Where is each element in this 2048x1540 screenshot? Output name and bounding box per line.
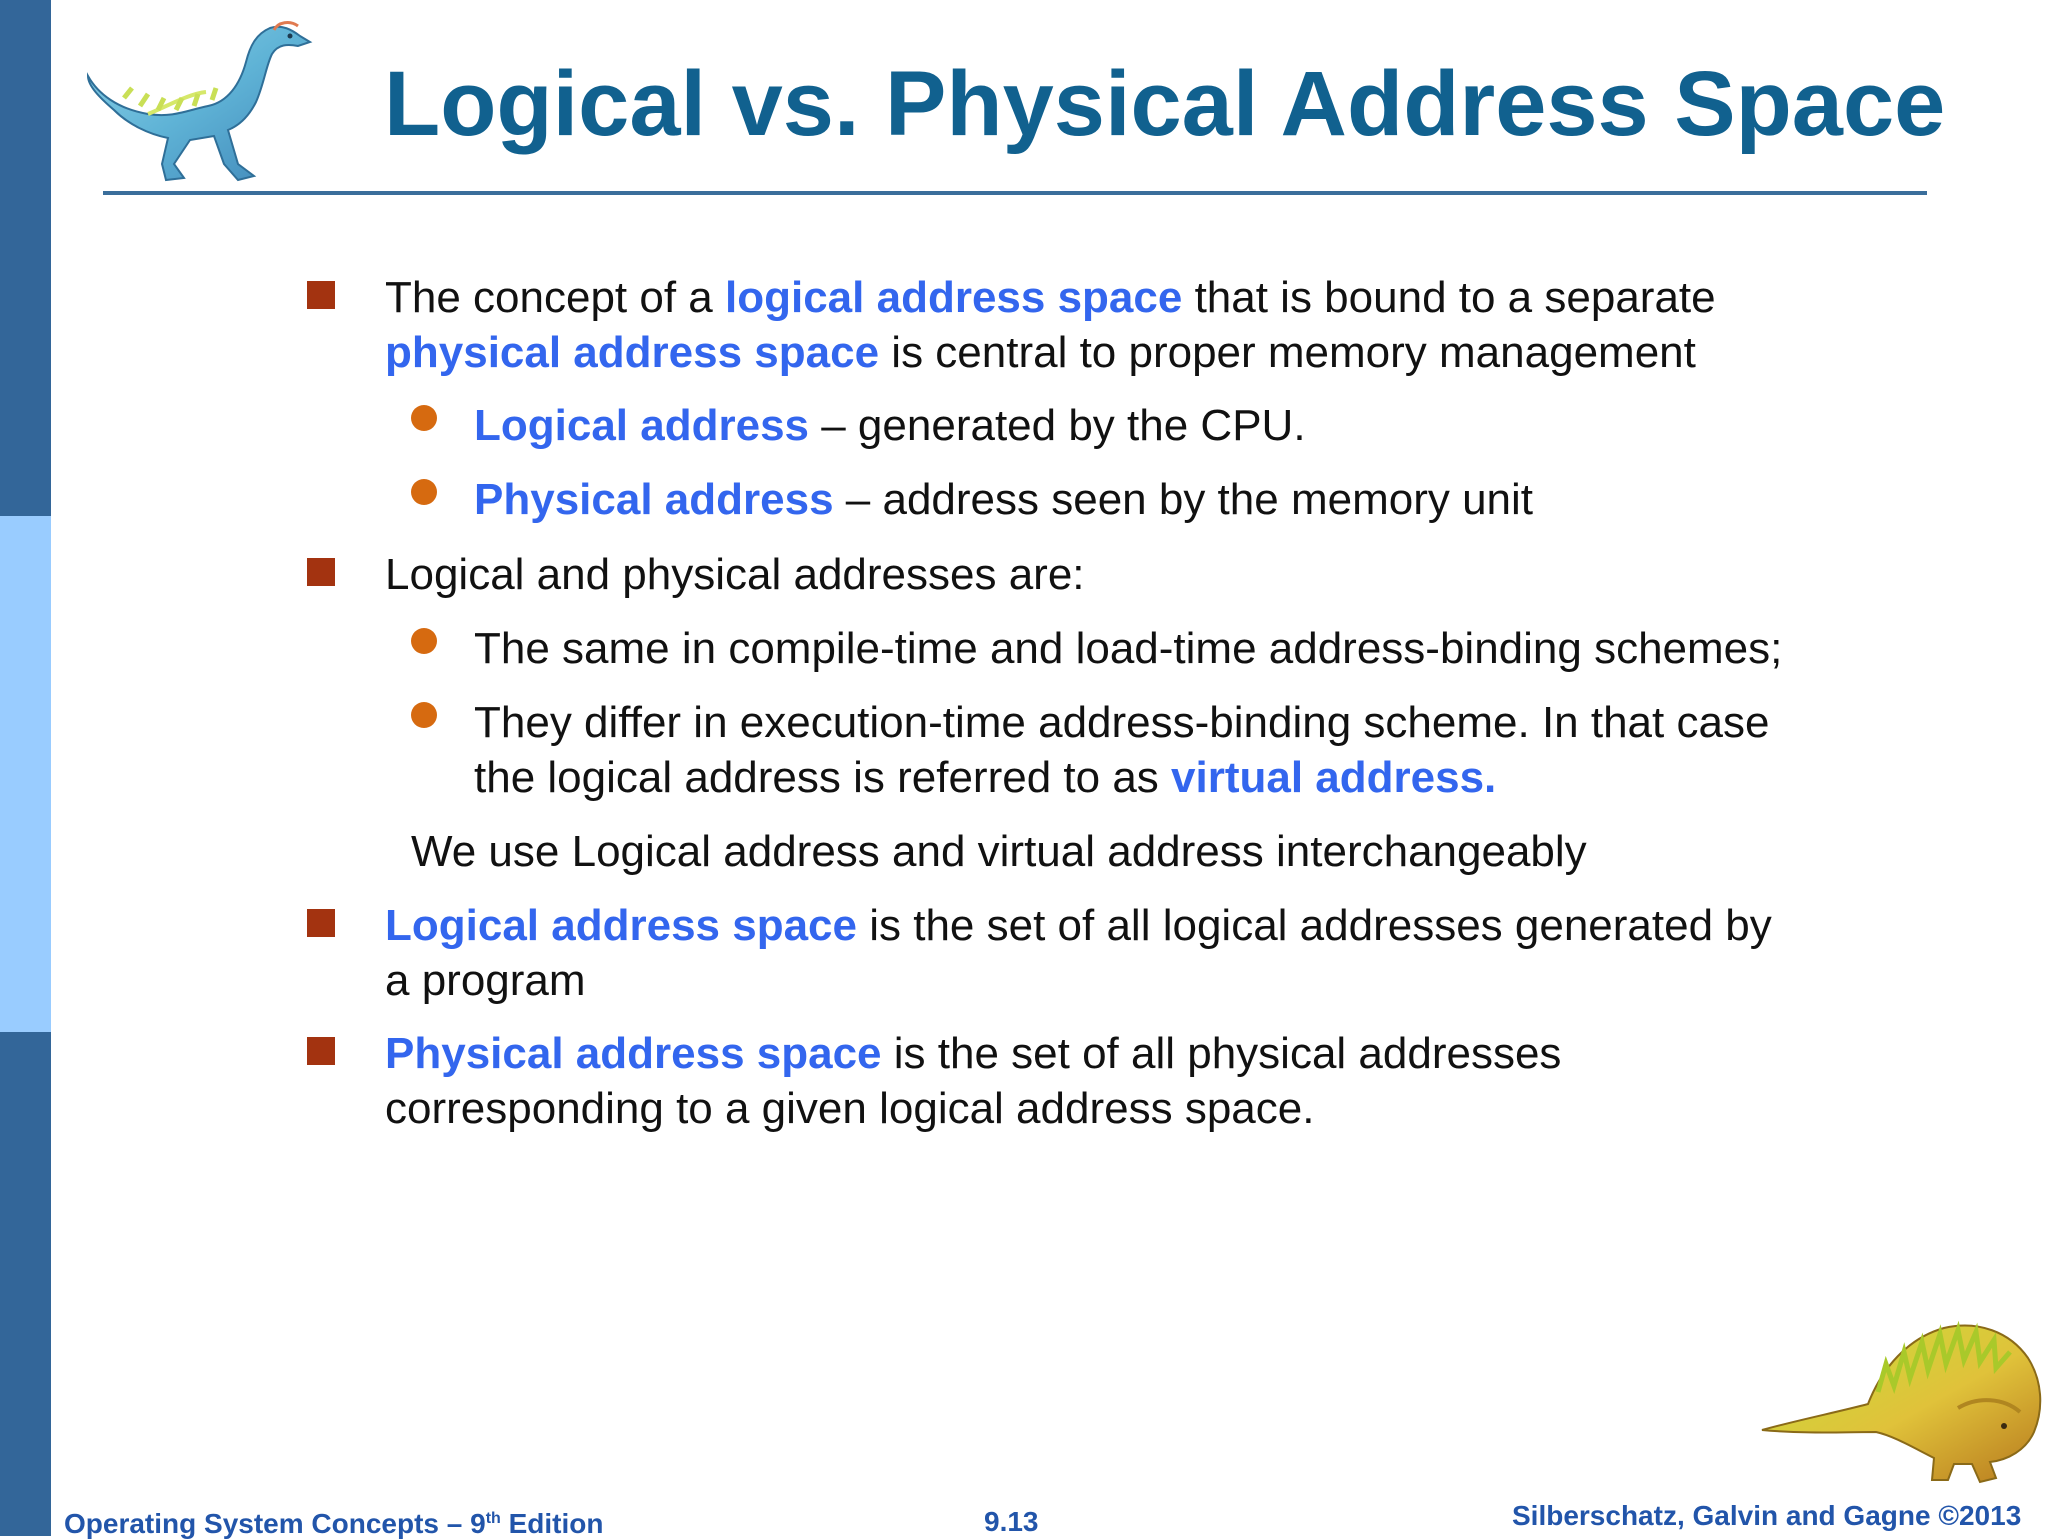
- round-bullet-icon: [411, 628, 437, 654]
- sub-bullet-differ-line-2: [474, 750, 1496, 806]
- square-bullet-icon: [307, 1037, 335, 1065]
- bullet-4-line-2: [385, 1081, 1314, 1137]
- sub-bullet-differ-line-1: [474, 695, 1769, 751]
- text: – address seen by the memory unit: [833, 475, 1534, 524]
- term-physical-address-space: Physical address space: [385, 1029, 882, 1078]
- term-physical-address-space: physical address space: [385, 328, 880, 377]
- footer-copyright: Silberschatz, Galvin and Gagne ©2013: [1512, 1500, 2022, 1531]
- title-divider: [103, 191, 1927, 195]
- text: is the set of all logical addresses generated by: [857, 901, 1772, 950]
- footer-page-number: 9.13: [984, 1506, 1039, 1537]
- bullet-3-line-1: [385, 898, 1772, 954]
- text: corresponding to a given logical address space.: [385, 1084, 1315, 1133]
- sidebar-stripe-middle: [0, 516, 51, 1032]
- bullet-2: [385, 547, 1085, 603]
- text: is central to proper memory management: [879, 328, 1696, 377]
- text: Logical and physical addresses are:: [385, 550, 1085, 599]
- sub-bullet-same: [474, 621, 1782, 677]
- text: Edition: [500, 1508, 604, 1539]
- sub-bullet-physical-address: [474, 472, 1533, 528]
- square-bullet-icon: [307, 558, 335, 586]
- square-bullet-icon: [307, 281, 335, 309]
- text: The same in compile-time and load-time address-binding schemes;: [474, 624, 1783, 673]
- text: The concept of a: [385, 273, 725, 322]
- dinosaur-icon: [78, 14, 314, 190]
- term-logical-address: Logical address: [474, 401, 810, 450]
- text: We use Logical address and virtual address interchangeably: [411, 827, 1587, 876]
- sidebar-stripe-top: [0, 0, 51, 516]
- dinosaur-icon: [1758, 1308, 2048, 1490]
- sub-bullet-logical-address: [474, 398, 1306, 454]
- bullet-3-line-2: [385, 953, 586, 1009]
- round-bullet-icon: [411, 479, 437, 505]
- text: – generated by the CPU.: [809, 401, 1306, 450]
- text: is the set of all physical addresses: [881, 1029, 1562, 1078]
- superscript: th: [485, 1510, 501, 1527]
- bullet-4-line-1: [385, 1026, 1561, 1082]
- term-logical-address-space: logical address space: [725, 273, 1183, 322]
- term-virtual-address: virtual address.: [1171, 753, 1497, 802]
- term-logical-address-space: Logical address space: [385, 901, 857, 950]
- round-bullet-icon: [411, 405, 437, 431]
- round-bullet-icon: [411, 702, 437, 728]
- text: a program: [385, 956, 586, 1005]
- text: Operating System Concepts – 9: [64, 1508, 486, 1539]
- text: They differ in execution-time address-binding scheme. In that case: [474, 698, 1770, 747]
- bullet-1-line-1: [385, 270, 1716, 326]
- text: the logical address is referred to as: [474, 753, 1172, 802]
- sidebar-stripe-bottom: [0, 1032, 51, 1536]
- bullet-1-line-2: [385, 325, 1696, 381]
- slide-title: Logical vs. Physical Address Space: [384, 53, 1946, 155]
- square-bullet-icon: [307, 909, 335, 937]
- text: that is bound to a separate: [1182, 273, 1716, 322]
- footer-book-title: [64, 1508, 603, 1540]
- term-physical-address: Physical address: [474, 475, 834, 524]
- interchangeable-note: [411, 824, 1587, 880]
